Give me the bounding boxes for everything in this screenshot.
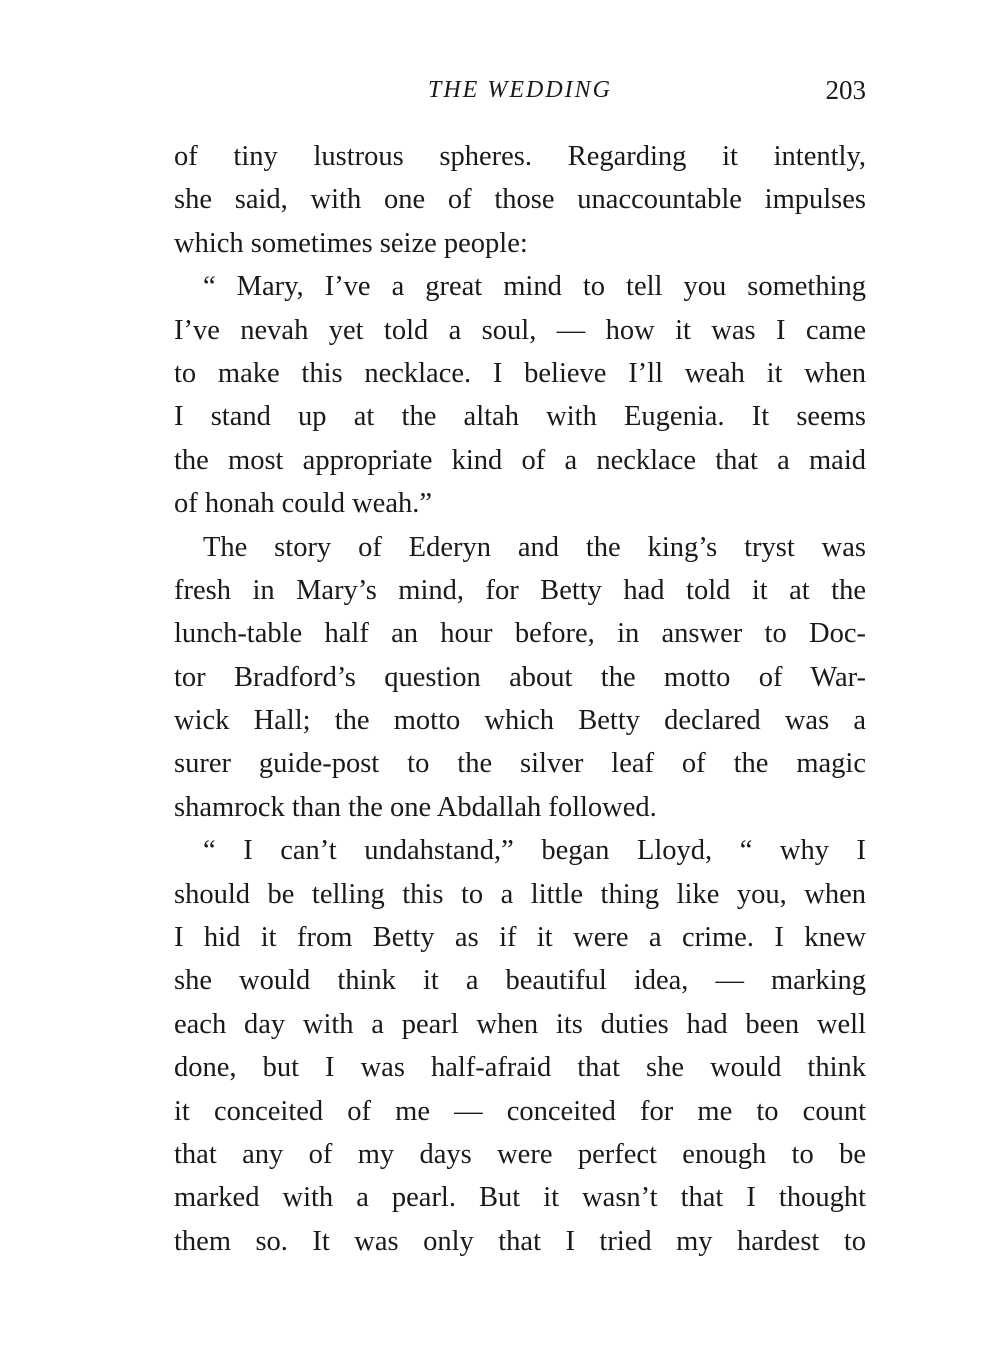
text-line: marked with a pearl. But it wasn’t that I thought [174, 1182, 866, 1214]
text-line: should be telling this to a little thing like you, when [174, 878, 866, 910]
text-line: fresh in Mary’s mind, for Betty had told it at the [174, 574, 866, 606]
running-title: THE WEDDING [428, 77, 612, 103]
text-line: “ Mary, I’ve a great mind to tell you something [203, 271, 866, 303]
text-line: which sometimes seize people: [174, 227, 528, 259]
page-number: 203 [825, 75, 866, 105]
text-line: surer guide-post to the silver leaf of the magic [174, 748, 866, 780]
text-line: shamrock than the one Abdallah followed. [174, 791, 657, 823]
text-line: them so. It was only that I tried my hardest to [174, 1225, 866, 1257]
text-line: it conceited of me — conceited for me to count [174, 1095, 866, 1127]
text-line: lunch-table half an hour before, in answer to Doc- [174, 618, 866, 650]
text-line: to make this necklace. I believe I’ll weah it when [174, 357, 866, 389]
text-line: I hid it from Betty as if it were a crime. I knew [174, 922, 866, 954]
text-line: “ I can’t undahstand,” began Lloyd, “ why I [203, 835, 866, 867]
text-line: I’ve nevah yet told a soul, — how it was I came [174, 314, 866, 346]
text-line: she said, with one of those unaccountable impulses [174, 184, 866, 216]
text-line: that any of my days were perfect enough to be [174, 1138, 866, 1170]
text-line: done, but I was half-afraid that she would think [174, 1052, 866, 1084]
text-line: I stand up at the altah with Eugenia. It seems [174, 401, 866, 433]
text-line: tor Bradford’s question about the motto of War- [174, 661, 866, 693]
text-line: wick Hall; the motto which Betty declared was a [174, 705, 866, 737]
text-line: of tiny lustrous spheres. Regarding it intently, [174, 141, 866, 172]
text-line: The story of Ederyn and the king’s tryst was [203, 531, 866, 563]
text-line: she would think it a beautiful idea, — marking [174, 965, 866, 997]
body-text [174, 135, 866, 1263]
text-line: the most appropriate kind of a necklace that a maid [174, 444, 866, 476]
text-line: each day with a pearl when its duties had been well [174, 1008, 866, 1040]
text-line: of honah could weah.” [174, 488, 432, 520]
running-head [174, 72, 866, 108]
